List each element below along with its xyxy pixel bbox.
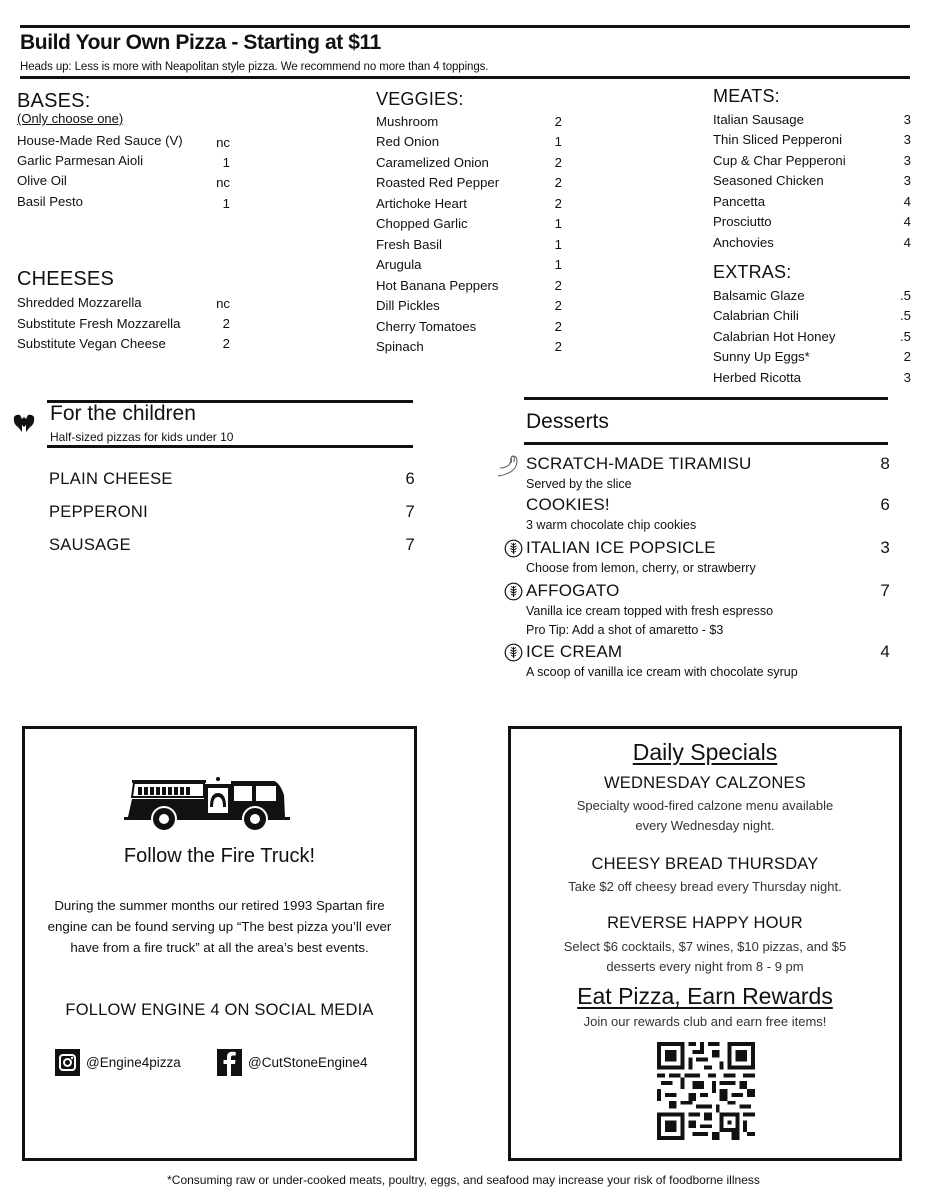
social-heading: FOLLOW ENGINE 4 ON SOCIAL MEDIA: [65, 1001, 374, 1019]
item-price: 3: [903, 369, 911, 385]
page-title: Build Your Own Pizza - Starting at $11: [20, 31, 381, 54]
fire-truck-panel: [22, 726, 417, 1161]
item-price: .5: [900, 328, 911, 344]
item-price: nc: [216, 174, 230, 190]
item-price: 2: [554, 113, 562, 129]
dessert-desc: 3 warm chocolate chip cookies: [526, 518, 697, 532]
cheeses-heading: CHEESES: [17, 268, 114, 290]
item-price: 3: [903, 111, 911, 127]
veggie-item: [376, 213, 562, 234]
dessert-item: [526, 581, 890, 639]
fire-truck-body: During the summer months our retired 1993 Spartan fire engine can be found serving up “The best pizza you’ll ever have from a fire truck” at all the area’s best events.: [47, 898, 392, 955]
dessert-name: ICE CREAM: [526, 642, 623, 661]
dessert-item: [526, 495, 890, 534]
item-name: Garlic Parmesan Aioli: [17, 152, 144, 168]
daily-specials-title: Daily Specials: [632, 739, 778, 765]
dessert-name: SCRATCH-MADE TIRAMISU: [526, 454, 752, 473]
item-name: Balsamic Glaze: [713, 287, 805, 303]
item-name: Italian Sausage: [713, 111, 804, 127]
cheese-item: [17, 333, 230, 354]
item-price: nc: [216, 134, 230, 150]
dessert-item: [526, 454, 890, 493]
item-name: Artichoke Heart: [376, 195, 467, 211]
daily-specials-panel: [508, 726, 902, 1161]
extra-item: [713, 367, 911, 388]
base-item: [17, 170, 230, 191]
facebook-link[interactable]: [217, 1049, 368, 1076]
item-name: Substitute Vegan Cheese: [17, 335, 166, 351]
item-name: Anchovies: [713, 234, 774, 250]
item-price: 2: [554, 338, 562, 354]
dessert-name: ITALIAN ICE POPSICLE: [526, 538, 716, 557]
qr-code-icon[interactable]: [657, 1042, 755, 1140]
food-safety-footnote: *Consuming raw or under-cooked meats, poultry, eggs, and seafood may increase your risk of foodborne illness: [167, 1173, 760, 1187]
extra-item: [713, 305, 911, 326]
bases-note: (Only choose one): [17, 111, 124, 126]
item-price: 4: [903, 234, 911, 250]
item-price: 1: [554, 133, 562, 149]
veggie-item: [376, 336, 562, 357]
instagram-icon: [55, 1049, 80, 1076]
item-price: 2: [554, 318, 562, 334]
item-name: Seasoned Chicken: [713, 172, 824, 188]
dessert-price: 4: [880, 642, 890, 661]
kids-subtitle: Half-sized pizzas for kids under 10: [50, 430, 234, 444]
item-name: Hot Banana Peppers: [376, 277, 499, 293]
veggie-item: [376, 234, 562, 255]
special-desc: every Wednesday night.: [635, 818, 775, 833]
meat-item: [713, 109, 911, 130]
item-name: Arugula: [376, 256, 422, 272]
cheese-item: [17, 292, 230, 313]
extra-item: [713, 346, 911, 367]
item-price: 2: [222, 335, 230, 351]
item-price: 2: [554, 195, 562, 211]
kids-item: [49, 503, 415, 522]
item-name: Chopped Garlic: [376, 215, 468, 231]
veggie-item: [376, 275, 562, 296]
item-name: PEPPERONI: [49, 503, 148, 521]
base-item: [17, 150, 230, 171]
special-name: REVERSE HAPPY HOUR: [607, 914, 803, 932]
gluten-free-icon: [504, 643, 523, 662]
extras-heading: EXTRAS:: [713, 262, 792, 282]
meat-item: [713, 211, 911, 232]
item-price: 7: [405, 536, 415, 554]
item-name: PLAIN CHEESE: [49, 470, 173, 488]
item-price: 1: [554, 215, 562, 231]
item-name: Dill Pickles: [376, 297, 440, 313]
facebook-icon: [217, 1049, 242, 1076]
item-name: Calabrian Hot Honey: [713, 328, 836, 344]
fire-truck-title: Follow the Fire Truck!: [123, 845, 316, 867]
base-item: [17, 191, 230, 212]
item-name: Thin Sliced Pepperoni: [713, 131, 843, 147]
dessert-price: 3: [880, 538, 890, 557]
veggie-item: [376, 152, 562, 173]
item-name: Olive Oil: [17, 172, 67, 188]
item-name: Mushroom: [376, 113, 439, 129]
special-desc: Specialty wood-fired calzone menu available: [576, 798, 834, 813]
item-name: Calabrian Chili: [713, 307, 799, 323]
desserts-bottom-rule: [524, 442, 888, 445]
desserts-top-rule: [524, 397, 888, 400]
dessert-desc: Vanilla ice cream topped with fresh espresso: [526, 604, 774, 618]
page-subtitle: Heads up: Less is more with Neapolitan style pizza. We recommend no more than 4 toppings.: [20, 61, 489, 73]
dessert-price: 7: [880, 581, 890, 600]
header-top-rule: [20, 25, 910, 28]
bases-heading: BASES:: [17, 90, 91, 112]
veggie-item: [376, 193, 562, 214]
veggie-item: [376, 295, 562, 316]
veggie-item: [376, 131, 562, 152]
item-name: Substitute Fresh Mozzarella: [17, 315, 181, 331]
italian-hand-gesture-icon: [496, 454, 524, 480]
item-price: 1: [222, 154, 230, 170]
item-price: 6: [405, 470, 415, 488]
kids-item: [49, 536, 415, 555]
item-price: 3: [903, 131, 911, 147]
veggie-item: [376, 316, 562, 337]
item-name: Roasted Red Pepper: [376, 174, 500, 190]
header-bottom-rule: [20, 76, 910, 79]
meat-item: [713, 129, 911, 150]
item-price: 2: [554, 297, 562, 313]
veggie-item: [376, 172, 562, 193]
facebook-handle: @CutStoneEngine4: [248, 1055, 368, 1070]
rewards-title: Eat Pizza, Earn Rewards: [577, 983, 833, 1009]
kids-title: For the children: [50, 402, 196, 425]
item-price: nc: [216, 296, 230, 312]
fire-truck-icon: [124, 777, 294, 833]
item-name: Red Onion: [376, 133, 440, 149]
dessert-desc: A scoop of vanilla ice cream with chocolate syrup: [526, 665, 798, 679]
dessert-name: AFFOGATO: [526, 581, 620, 600]
special-name: CHEESY BREAD THURSDAY: [591, 855, 819, 873]
item-price: 3: [903, 172, 911, 188]
instagram-handle: @Engine4pizza: [86, 1055, 181, 1070]
gluten-free-icon: [504, 582, 523, 601]
meat-item: [713, 191, 911, 212]
extra-item: [713, 326, 911, 347]
meat-item: [713, 150, 911, 171]
item-price: 2: [222, 315, 230, 331]
item-name: Shredded Mozzarella: [17, 294, 142, 310]
veggies-heading: VEGGIES:: [376, 89, 464, 109]
item-name: Prosciutto: [713, 213, 772, 229]
veggie-item: [376, 254, 562, 275]
item-price: 7: [405, 503, 415, 521]
item-price: 1: [554, 236, 562, 252]
dessert-item: [526, 642, 890, 681]
item-price: 2: [554, 154, 562, 170]
extra-item: [713, 285, 911, 306]
item-name: Caramelized Onion: [376, 154, 489, 170]
meat-item: [713, 232, 911, 253]
special-desc: desserts every night from 8 - 9 pm: [606, 959, 804, 974]
item-price: 3: [903, 152, 911, 168]
meat-item: [713, 170, 911, 191]
desserts-title: Desserts: [526, 410, 609, 433]
item-name: SAUSAGE: [49, 536, 131, 554]
dessert-pro-tip: Pro Tip: Add a shot of amaretto - $3: [526, 623, 724, 637]
special-desc: Select $6 cocktails, $7 wines, $10 pizzas, and $5: [563, 939, 847, 954]
instagram-link[interactable]: [55, 1049, 181, 1076]
kids-bottom-rule: [47, 445, 413, 448]
item-price: 2: [554, 277, 562, 293]
item-name: Cherry Tomatoes: [376, 318, 477, 334]
special-desc: Take $2 off cheesy bread every Thursday night.: [568, 879, 842, 894]
item-name: House-Made Red Sauce (V): [17, 132, 183, 148]
rewards-desc: Join our rewards club and earn free items!: [583, 1014, 827, 1029]
gluten-free-icon: [504, 539, 523, 558]
kids-item: [49, 470, 415, 489]
item-name: Cup & Char Pepperoni: [713, 152, 846, 168]
dessert-name: COOKIES!: [526, 495, 610, 514]
meats-heading: MEATS:: [713, 86, 780, 106]
item-price: 4: [903, 213, 911, 229]
item-price: 2: [554, 174, 562, 190]
veggie-item: [376, 111, 562, 132]
base-item: [17, 130, 230, 151]
item-price: .5: [900, 307, 911, 323]
dessert-price: 8: [880, 454, 890, 473]
item-name: Pancetta: [713, 193, 766, 209]
item-name: Basil Pesto: [17, 193, 83, 209]
item-price: 1: [222, 195, 230, 211]
item-name: Herbed Ricotta: [713, 369, 801, 385]
item-name: Fresh Basil: [376, 236, 442, 252]
dessert-desc: Served by the slice: [526, 477, 632, 491]
item-price: .5: [900, 287, 911, 303]
cheese-item: [17, 313, 230, 334]
item-name: Sunny Up Eggs*: [713, 348, 810, 364]
dessert-item: [526, 538, 890, 577]
wu-tang-logo-icon: [13, 411, 35, 433]
item-price: 1: [554, 256, 562, 272]
item-name: Spinach: [376, 338, 424, 354]
dessert-price: 6: [880, 495, 890, 514]
dessert-desc: Choose from lemon, cherry, or strawberry: [526, 561, 756, 575]
item-price: 2: [903, 348, 911, 364]
item-price: 4: [903, 193, 911, 209]
special-name: WEDNESDAY CALZONES: [604, 774, 806, 792]
